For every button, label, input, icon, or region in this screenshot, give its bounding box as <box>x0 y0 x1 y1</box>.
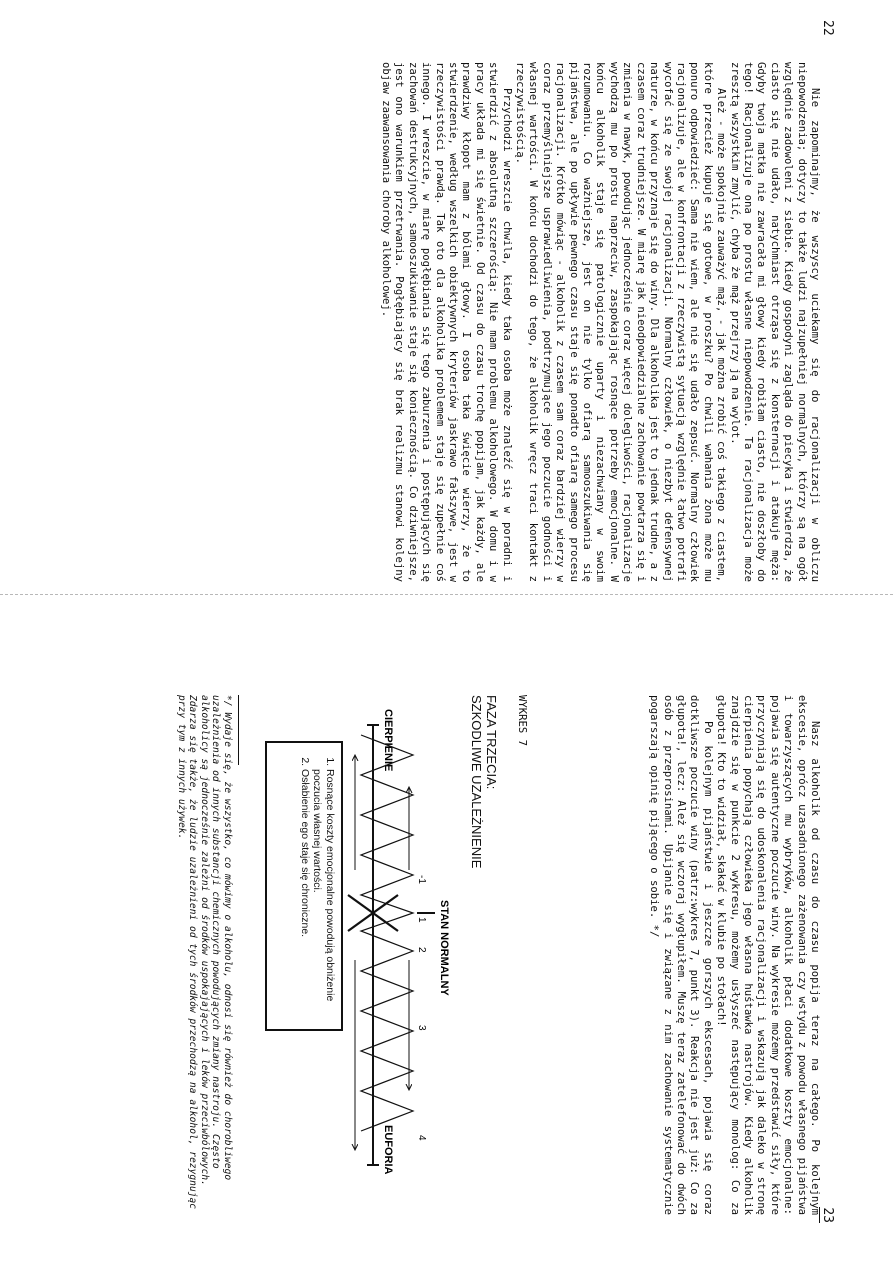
paragraph: Nasz alkoholik od czasu do czasu popija teraz na całego. Po kolejnym ekscesie, oprócz uzasadnionego zażenowania czy wstydu z powodu własnego pijaństwa i towarzyszących mu wybryków, alkoholik płaci dodatkowe koszty emocjonalne: pojawia się autentyczne poczucie winy. Na wykresie możemy przedstawić siły, które przyczyniają się do udoskonalenia racjonalizacji i wskazują jak daleko w stronę cierpienia popychają człowieka jego własna huśtawka nastrojów. Kiedy alkoholik znajdzie się w punkcie 2 wykresu, możemy usłyszeć następujący monolog: Co za głupota! Kto to widział, skakać w klubie po stołach! <box>715 695 821 1215</box>
paragraph: Ależ - może spokojnie zauważyć mąż, - jak można zrobić coś takiego z ciastem, które przecież kupuje się gotowe, w proszku? Po chwili wahania żona może mu ponuro odpowiedzieć: Sama nie wiem, ale nie się udało zepsuć. Normalny człowiek racjonalizuje, ale w konfrontacji z rzeczywistą sytuacją względnie łatwo potrafi wycofać się ze swojej racjonalizacji. Normalny człowiek, o niezbyt defensywnej naturze, w końcu przyznaje się do winy. Dla alkoholika jest to jednak trudne, a z czasem coraz trudniejsze. W miarę jak nieodpowiedzialne zachowanie powtarza się i zmienia w nawyk, powodując jednocześnie coraz więcej dolegliwości, racjonalizacje wychodzą mu po prostu naprzeciw, zaspokajając rosnące potrzeby emocjonalne. W końcu alkoholik staje się patologicznie uparty i niezachwiany w swoim rozumowaniu. Co ważniejsze, jest on nie tylko ofiarą samooszukiwania się pijaństwa, ale po upływie pewnego czasu staje się ponadto ofiarą samego procesu racjonalizacji. Krótko mówiąc - alkoholik z czasem sam coraz bardziej wierzy w coraz przemyślniejsze usprawiedliwienia, podtrzymujące jego poczucie godności i własnej wartości. W końcu dochodzi do tego, że alkoholik wręcz traci kontakt z rzeczywistością. <box>514 62 728 582</box>
page-22-body <box>379 62 821 582</box>
figure-label: WYKRES 7 <box>516 695 528 747</box>
diagram-right-label: EUFORIA <box>382 1125 394 1175</box>
page-23-body <box>647 695 821 1215</box>
page-number-23: 23 <box>820 1207 835 1223</box>
mood-swing-line <box>361 735 413 1131</box>
point-label: 1 <box>416 917 427 923</box>
legend-item: 2. Osłabienie ego staje się chroniczne. <box>299 769 312 1021</box>
phase-title <box>469 695 499 868</box>
mood-swing-diagram <box>243 695 453 1215</box>
legend-item: 1. Rosnące koszty emocjonalne powodują obniżenie poczucia własnej wartości. <box>311 769 336 1021</box>
diagram-left-label: CIERPIENIE <box>382 709 394 772</box>
phase-title-line2: SZKODLIWE UZALEŻNIENIE <box>469 695 484 869</box>
footnote <box>175 695 233 1215</box>
phase-title-line1: FAZA TRZECIA: <box>484 695 499 790</box>
footnote-text: */ Wydaje się, że wszystko, co mówimy o alkoholu, odnosi się również do chorobliwego uzależnienia od innych substancji chemicznych powodujących zmiany nastroju. Często alkoholicy są jednocześnie zależni od środków uspokajających i leków przeciwbólowych. Zdarza się także, że ludzie uzależnieni od tych środków przechodzą na alkohol, rezygnując przy tym z innych używek. <box>175 695 233 1210</box>
paragraph: Po kolejnym pijaństwie i jeszcze gorszych ekscesach, pojawia się coraz dotkliwsze poczucie winy (patrz:wykres 7, punkt 3). Reakcja nie jest już: Co za głupota!, lecz: Ależ się wczoraj wygłupiłem. Muszę teraz zatelefonować do dwóch osób z przeprosinami. Upijanie się i związane z nim zachowanie systematycznie pogarszają opinię pijącego o sobie. */ <box>648 695 714 1215</box>
footnote-rule <box>238 695 239 765</box>
point-label: 3 <box>416 1025 427 1031</box>
paragraph: Przychodzi wreszcie chwila, kiedy taka osoba może znaleźć się w poradni i stwierdzić z absolutną szczerością: Nie mam problemu alkoholowego. W domu i w pracy układa mi się świetnie. Od czasu do czasu trochę popijam, jak każdy, ale prawdziwy kłopot mam z bólami głowy. I osoba taka święcie wierzy, że to stwierdzenie, według wszelkich obiektywnych kryteriów jaskrawo fałszywe, jest w rzeczywistości prawdą. Tak oto dla alkoholika problemem staje się zupełnie coś innego. I wreszcie, w miarę pogłębiania się tego zaburzenia i postępujących się zachowań destrukcyjnych, samooszukiwanie staje się koniecznością. Co dziwniejsze, jest ono warunkiem przetrwania. Pogłębiający się brak realizmu stanowi kolejny objaw zaawansowania choroby alkoholowej. <box>380 62 513 582</box>
paragraph: Nie zapominajmy, że wszyscy uciekamy się do racjonalizacji w obliczu niepowodzenia; dotyczy to także ludzi najzupełniej normalnych, którzy są na ogół względnie zadowoleni z siebie. Kiedy gospodyni zagląda do piecyka i stwierdza, że ciasto się nie udało, natychmiast otrząsa się z konsternacji i atakuje męża: Gdyby twoja matka nie zawracała mi głowy kiedy robiłam ciasto, nie doszłoby do tego! Racjonalizuje ona po prostu własne niepowodzenie. Ta racjonalizacja może zresztą wszystkim zmylić, chyba że mąż przejrzy ją na wylot. <box>728 62 821 582</box>
point-label: -1 <box>416 875 427 884</box>
page-22 <box>41 10 841 600</box>
diagram-top-label: STAN NORMALNY <box>438 900 450 996</box>
page-23 <box>41 643 841 1233</box>
point-label: 2 <box>416 947 427 953</box>
page-number-22: 22 <box>820 20 835 36</box>
point-label: 4 <box>416 1135 427 1141</box>
diagram-legend-box <box>265 741 343 1031</box>
legend-list <box>299 751 337 1021</box>
